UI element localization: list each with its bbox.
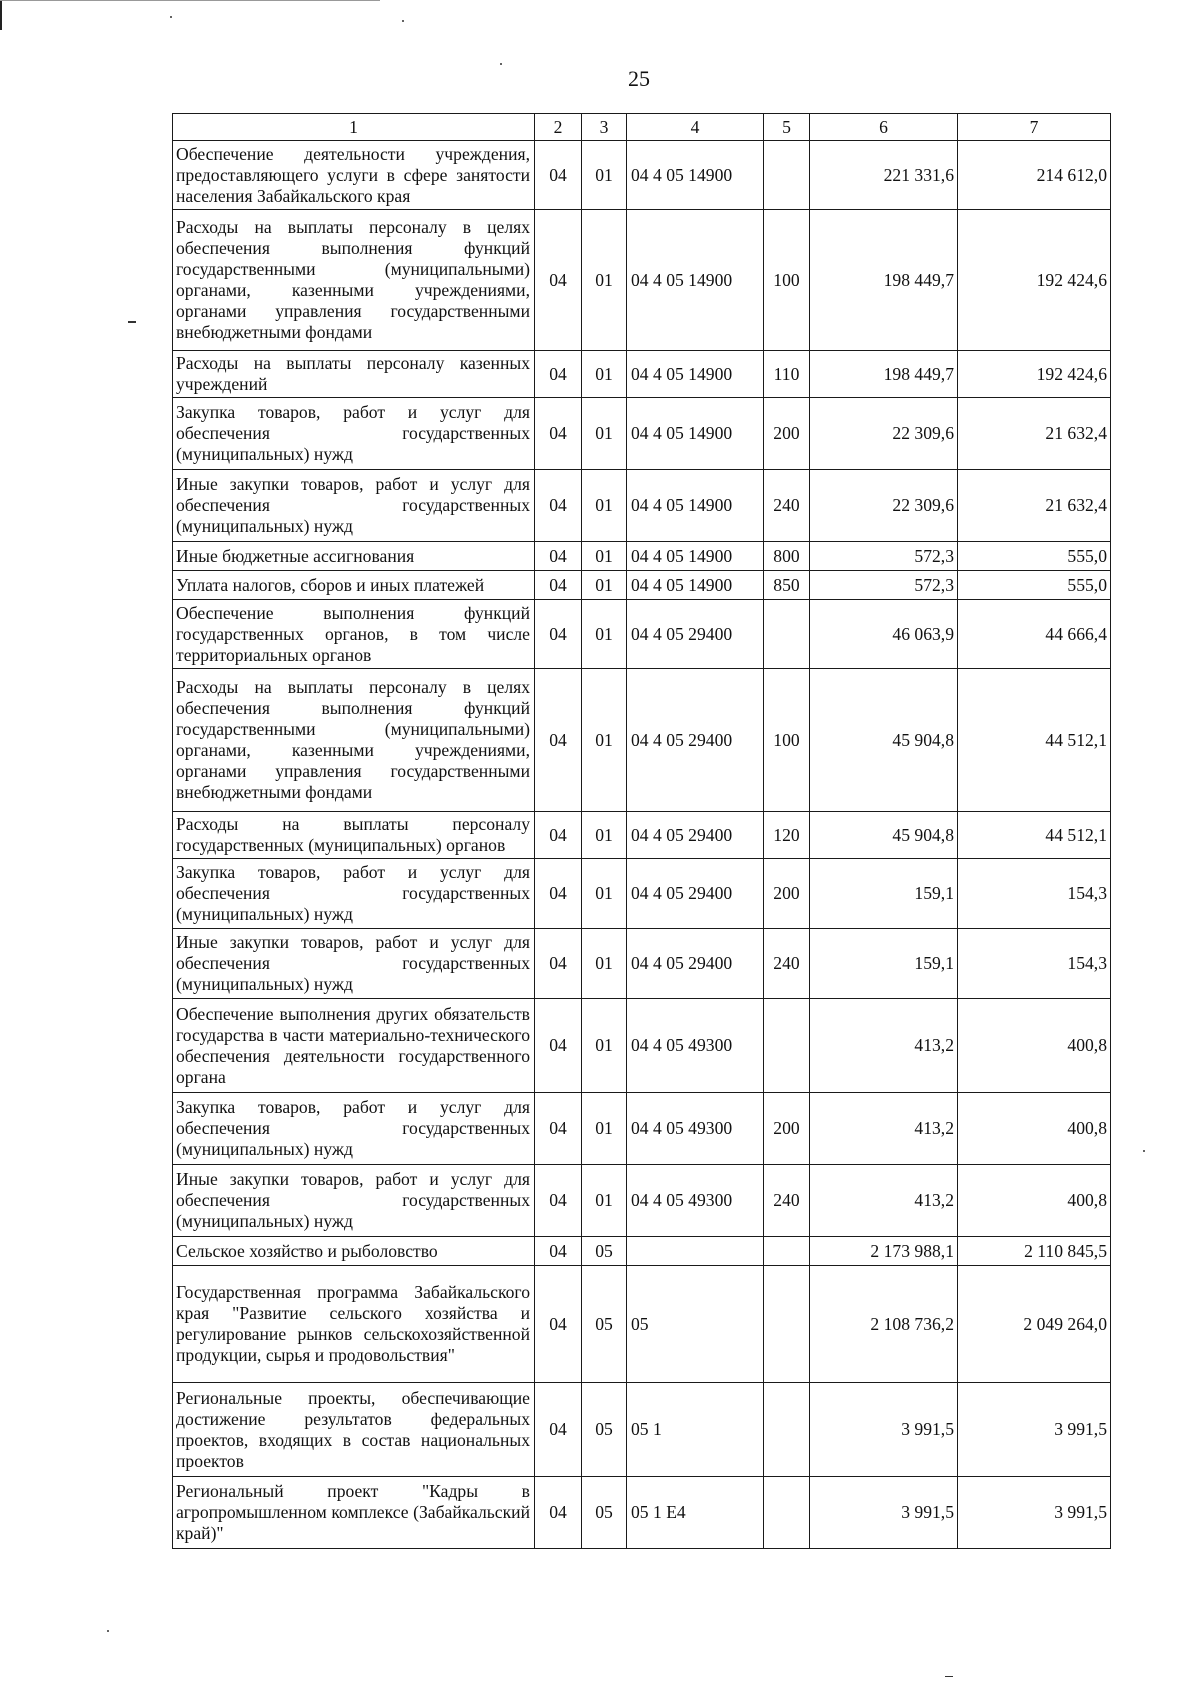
scan-top-line bbox=[0, 0, 380, 1]
cell-amount-1: 45 904,8 bbox=[810, 812, 958, 859]
cell-section: 04 bbox=[535, 470, 582, 542]
budget-table bbox=[172, 113, 1111, 1549]
cell-subsection: 01 bbox=[582, 600, 627, 669]
cell-amount-2: 400,8 bbox=[958, 999, 1111, 1093]
header-row bbox=[173, 114, 1111, 141]
table-row bbox=[173, 141, 1111, 210]
cell-section: 04 bbox=[535, 141, 582, 210]
cell-name: Расходы на выплаты персоналу казенных учреждений bbox=[173, 351, 535, 398]
cell-expense-type bbox=[764, 999, 810, 1093]
table-row bbox=[173, 1093, 1111, 1165]
cell-amount-2: 3 991,5 bbox=[958, 1477, 1111, 1549]
cell-amount-1: 198 449,7 bbox=[810, 351, 958, 398]
cell-name: Закупка товаров, работ и услуг для обеспечения государственных (муниципальных) нужд bbox=[173, 859, 535, 929]
cell-name: Обеспечение выполнения функций государственных органов, в том числе территориальных органов bbox=[173, 600, 535, 669]
cell-amount-1: 22 309,6 bbox=[810, 470, 958, 542]
cell-section: 04 bbox=[535, 1237, 582, 1266]
cell-section: 04 bbox=[535, 1266, 582, 1383]
cell-amount-2: 21 632,4 bbox=[958, 398, 1111, 470]
cell-amount-1: 221 331,6 bbox=[810, 141, 958, 210]
cell-name: Иные закупки товаров, работ и услуг для обеспечения государственных (муниципальных) нужд bbox=[173, 470, 535, 542]
cell-expense-type: 200 bbox=[764, 1093, 810, 1165]
cell-amount-1: 413,2 bbox=[810, 1165, 958, 1237]
cell-subsection: 05 bbox=[582, 1477, 627, 1549]
cell-section: 04 bbox=[535, 398, 582, 470]
cell-expense-type bbox=[764, 1477, 810, 1549]
table-row bbox=[173, 470, 1111, 542]
cell-name: Региональные проекты, обеспечивающие достижение результатов федеральных проектов, входящих в состав национальных проектов bbox=[173, 1383, 535, 1477]
cell-section: 04 bbox=[535, 999, 582, 1093]
cell-amount-1: 572,3 bbox=[810, 571, 958, 600]
cell-name: Закупка товаров, работ и услуг для обеспечения государственных (муниципальных) нужд bbox=[173, 398, 535, 470]
cell-amount-2: 192 424,6 bbox=[958, 351, 1111, 398]
scan-speck bbox=[500, 63, 502, 65]
cell-target-article: 04 4 05 14900 bbox=[627, 571, 764, 600]
cell-amount-2: 21 632,4 bbox=[958, 470, 1111, 542]
cell-amount-1: 413,2 bbox=[810, 1093, 958, 1165]
table-row bbox=[173, 210, 1111, 351]
cell-amount-2: 2 049 264,0 bbox=[958, 1266, 1111, 1383]
table-row bbox=[173, 812, 1111, 859]
cell-subsection: 01 bbox=[582, 669, 627, 812]
cell-amount-1: 2 173 988,1 bbox=[810, 1237, 958, 1266]
cell-expense-type: 120 bbox=[764, 812, 810, 859]
cell-section: 04 bbox=[535, 1165, 582, 1237]
table-row bbox=[173, 351, 1111, 398]
cell-section: 04 bbox=[535, 859, 582, 929]
table-row bbox=[173, 859, 1111, 929]
cell-amount-1: 572,3 bbox=[810, 542, 958, 571]
cell-expense-type: 240 bbox=[764, 1165, 810, 1237]
cell-name: Обеспечение деятельности учреждения, предоставляющего услуги в сфере занятости населения Забайкальского края bbox=[173, 141, 535, 210]
cell-amount-1: 3 991,5 bbox=[810, 1477, 958, 1549]
cell-expense-type: 100 bbox=[764, 669, 810, 812]
cell-section: 04 bbox=[535, 929, 582, 999]
table-row bbox=[173, 1165, 1111, 1237]
cell-amount-2: 154,3 bbox=[958, 859, 1111, 929]
cell-subsection: 01 bbox=[582, 470, 627, 542]
header-cell: 6 bbox=[810, 114, 958, 141]
cell-amount-2: 400,8 bbox=[958, 1093, 1111, 1165]
cell-target-article: 04 4 05 49300 bbox=[627, 1093, 764, 1165]
cell-section: 04 bbox=[535, 812, 582, 859]
cell-target-article: 04 4 05 14900 bbox=[627, 351, 764, 398]
cell-name: Иные закупки товаров, работ и услуг для обеспечения государственных (муниципальных) нужд bbox=[173, 1165, 535, 1237]
cell-amount-2: 555,0 bbox=[958, 571, 1111, 600]
cell-subsection: 01 bbox=[582, 929, 627, 999]
cell-expense-type: 200 bbox=[764, 859, 810, 929]
cell-name: Сельское хозяйство и рыболовство bbox=[173, 1237, 535, 1266]
cell-amount-1: 413,2 bbox=[810, 999, 958, 1093]
table-row bbox=[173, 669, 1111, 812]
cell-target-article: 05 bbox=[627, 1266, 764, 1383]
cell-expense-type: 850 bbox=[764, 571, 810, 600]
cell-name: Иные закупки товаров, работ и услуг для обеспечения государственных (муниципальных) нужд bbox=[173, 929, 535, 999]
cell-amount-2: 400,8 bbox=[958, 1165, 1111, 1237]
cell-amount-1: 46 063,9 bbox=[810, 600, 958, 669]
cell-expense-type: 240 bbox=[764, 470, 810, 542]
cell-subsection: 05 bbox=[582, 1237, 627, 1266]
cell-subsection: 01 bbox=[582, 812, 627, 859]
cell-expense-type: 100 bbox=[764, 210, 810, 351]
cell-subsection: 01 bbox=[582, 351, 627, 398]
cell-subsection: 01 bbox=[582, 542, 627, 571]
cell-name: Государственная программа Забайкальского края "Развитие сельского хозяйства и регулирование рынков сельскохозяйственной продукции, сырья и продовольствия" bbox=[173, 1266, 535, 1383]
cell-expense-type: 200 bbox=[764, 398, 810, 470]
scan-speck bbox=[1143, 1150, 1145, 1152]
table-row bbox=[173, 1383, 1111, 1477]
cell-section: 04 bbox=[535, 669, 582, 812]
cell-amount-2: 555,0 bbox=[958, 542, 1111, 571]
cell-target-article: 04 4 05 14900 bbox=[627, 141, 764, 210]
scan-speck bbox=[128, 321, 136, 323]
header-cell: 2 bbox=[535, 114, 582, 141]
scan-speck bbox=[107, 1630, 109, 1632]
cell-name: Закупка товаров, работ и услуг для обеспечения государственных (муниципальных) нужд bbox=[173, 1093, 535, 1165]
cell-expense-type bbox=[764, 1383, 810, 1477]
cell-amount-2: 214 612,0 bbox=[958, 141, 1111, 210]
cell-amount-1: 45 904,8 bbox=[810, 669, 958, 812]
cell-target-article bbox=[627, 1237, 764, 1266]
cell-amount-2: 44 666,4 bbox=[958, 600, 1111, 669]
cell-expense-type bbox=[764, 600, 810, 669]
table-row bbox=[173, 571, 1111, 600]
header-cell: 3 bbox=[582, 114, 627, 141]
scan-speck bbox=[402, 20, 404, 22]
cell-subsection: 01 bbox=[582, 210, 627, 351]
table-row bbox=[173, 1237, 1111, 1266]
cell-name: Расходы на выплаты персоналу в целях обеспечения выполнения функций государственными (муниципальными) органами, казенными учреждениями, органами управления государственными внебюджетными фондами bbox=[173, 210, 535, 351]
header-cell: 4 bbox=[627, 114, 764, 141]
cell-name: Расходы на выплаты персоналу в целях обеспечения выполнения функций государственными (муниципальными) органами, казенными учреждениями, органами управления государственными внебюджетными фондами bbox=[173, 669, 535, 812]
cell-subsection: 01 bbox=[582, 141, 627, 210]
table-header bbox=[173, 114, 1111, 141]
cell-subsection: 01 bbox=[582, 1165, 627, 1237]
cell-amount-1: 159,1 bbox=[810, 859, 958, 929]
cell-expense-type bbox=[764, 1237, 810, 1266]
cell-amount-1: 22 309,6 bbox=[810, 398, 958, 470]
cell-section: 04 bbox=[535, 1093, 582, 1165]
cell-target-article: 04 4 05 49300 bbox=[627, 999, 764, 1093]
cell-target-article: 04 4 05 29400 bbox=[627, 859, 764, 929]
cell-target-article: 05 1 E4 bbox=[627, 1477, 764, 1549]
cell-section: 04 bbox=[535, 1383, 582, 1477]
cell-amount-2: 44 512,1 bbox=[958, 669, 1111, 812]
scan-edge-line bbox=[0, 0, 2, 30]
cell-target-article: 04 4 05 29400 bbox=[627, 600, 764, 669]
cell-target-article: 04 4 05 49300 bbox=[627, 1165, 764, 1237]
cell-subsection: 01 bbox=[582, 859, 627, 929]
cell-target-article: 04 4 05 29400 bbox=[627, 812, 764, 859]
cell-amount-2: 44 512,1 bbox=[958, 812, 1111, 859]
cell-target-article: 04 4 05 29400 bbox=[627, 929, 764, 999]
header-cell: 5 bbox=[764, 114, 810, 141]
cell-name: Расходы на выплаты персоналу государственных (муниципальных) органов bbox=[173, 812, 535, 859]
table-body bbox=[173, 141, 1111, 1549]
cell-section: 04 bbox=[535, 210, 582, 351]
header-cell: 1 bbox=[173, 114, 535, 141]
cell-expense-type: 800 bbox=[764, 542, 810, 571]
page-number-text: 25 bbox=[628, 66, 650, 91]
cell-expense-type bbox=[764, 141, 810, 210]
table-row bbox=[173, 398, 1111, 470]
table-row bbox=[173, 929, 1111, 999]
cell-target-article: 04 4 05 29400 bbox=[627, 669, 764, 812]
table-row bbox=[173, 999, 1111, 1093]
scan-speck bbox=[170, 16, 172, 18]
cell-subsection: 05 bbox=[582, 1266, 627, 1383]
cell-target-article: 05 1 bbox=[627, 1383, 764, 1477]
table-row bbox=[173, 1477, 1111, 1549]
cell-amount-2: 2 110 845,5 bbox=[958, 1237, 1111, 1266]
table-row bbox=[173, 542, 1111, 571]
cell-expense-type: 110 bbox=[764, 351, 810, 398]
cell-name: Обеспечение выполнения других обязательств государства в части материально-технического обеспечения деятельности государственного органа bbox=[173, 999, 535, 1093]
table-row bbox=[173, 1266, 1111, 1383]
cell-amount-1: 3 991,5 bbox=[810, 1383, 958, 1477]
cell-subsection: 01 bbox=[582, 1093, 627, 1165]
scan-speck bbox=[945, 1676, 953, 1677]
cell-subsection: 05 bbox=[582, 1383, 627, 1477]
table-row bbox=[173, 600, 1111, 669]
cell-section: 04 bbox=[535, 1477, 582, 1549]
cell-name: Иные бюджетные ассигнования bbox=[173, 542, 535, 571]
cell-section: 04 bbox=[535, 571, 582, 600]
cell-amount-1: 198 449,7 bbox=[810, 210, 958, 351]
cell-amount-2: 154,3 bbox=[958, 929, 1111, 999]
cell-target-article: 04 4 05 14900 bbox=[627, 470, 764, 542]
cell-name: Уплата налогов, сборов и иных платежей bbox=[173, 571, 535, 600]
cell-amount-1: 2 108 736,2 bbox=[810, 1266, 958, 1383]
cell-target-article: 04 4 05 14900 bbox=[627, 398, 764, 470]
cell-section: 04 bbox=[535, 600, 582, 669]
cell-section: 04 bbox=[535, 542, 582, 571]
cell-subsection: 01 bbox=[582, 571, 627, 600]
cell-expense-type: 240 bbox=[764, 929, 810, 999]
cell-target-article: 04 4 05 14900 bbox=[627, 542, 764, 571]
cell-expense-type bbox=[764, 1266, 810, 1383]
cell-subsection: 01 bbox=[582, 398, 627, 470]
cell-amount-1: 159,1 bbox=[810, 929, 958, 999]
cell-amount-2: 192 424,6 bbox=[958, 210, 1111, 351]
cell-amount-2: 3 991,5 bbox=[958, 1383, 1111, 1477]
header-cell: 7 bbox=[958, 114, 1111, 141]
cell-subsection: 01 bbox=[582, 999, 627, 1093]
cell-name: Региональный проект "Кадры в агропромышленном комплексе (Забайкальский край)" bbox=[173, 1477, 535, 1549]
cell-section: 04 bbox=[535, 351, 582, 398]
cell-target-article: 04 4 05 14900 bbox=[627, 210, 764, 351]
